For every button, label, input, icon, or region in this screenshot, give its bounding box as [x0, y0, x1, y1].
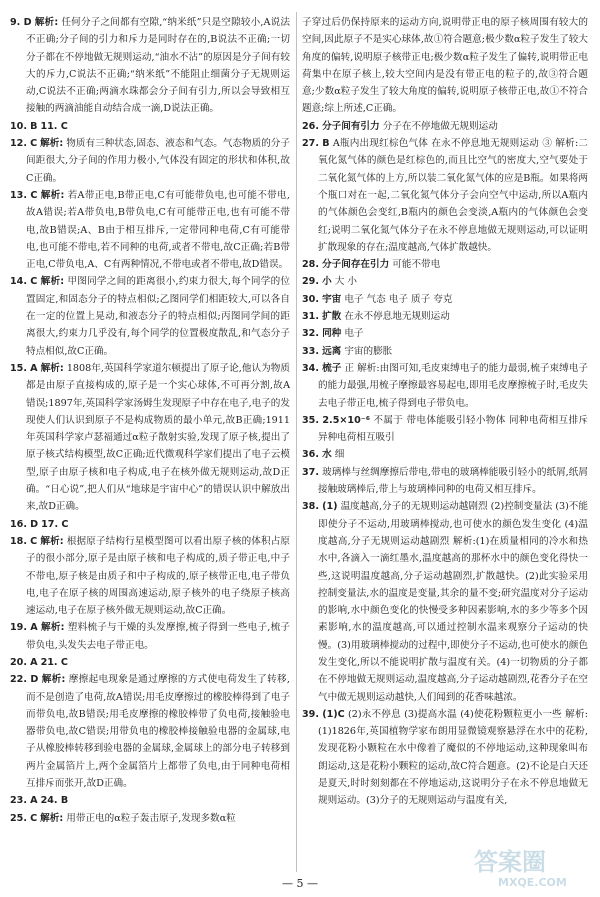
right-column [302, 14, 588, 810]
answer-ans: 远离 [322, 345, 342, 357]
answer-num: 14. [10, 276, 27, 288]
answer-entry [10, 533, 290, 619]
answer-entry [10, 810, 290, 827]
answer-text: (2)永不停息 (3)提高水温 (4)使花粉颗粒更小一些 解析:(1)1826年,英国植物学家布朗用显微镜观察悬浮在水中的花粉,发现花粉小颗粒在水中像着了魔似的不停地运动,这种现象叫布朗运动,这是花粉小颗粒的运动,故C符合题意。(2)不论是白天还是夏天,时时刻刻都在不停地运动,这说明分子在永不停息地做无规则运动。(3)分子的无规则运动与温度有关, [318, 708, 588, 807]
answer-entry [10, 619, 290, 654]
answer-text: 正 解析:由图可知,毛皮束缚电子的能力最弱,梳子束缚电子的能力最强,用梳子摩擦最容易起电,即用毛皮摩擦梳子时,毛皮失去电子带正电,梳子得到电子带负电。 [318, 362, 588, 409]
answer-text: 根据原子结构行星模型图可以看出原子核的体积占原子的很小部分,原子是由原子核和电子构成的,质子带正电,中子不带电,原子核是由质子和中子构成的,原子核带正电,电子带负电,电子在原子核的周围高速运动,原子核外的电子绕原子核高速运动,电子在原子核外做无规则运动,故C正确。 [26, 535, 290, 617]
column-divider [296, 12, 297, 872]
answer-entry [302, 360, 588, 412]
answer-num: 35. [302, 414, 319, 426]
answer-tag: 解析: [34, 17, 59, 28]
answer-text: 细 [334, 449, 345, 461]
answer-num: 36. [302, 449, 319, 461]
answer-num: 38. [302, 501, 319, 513]
answer-entry [302, 412, 588, 447]
answer-ans: A [30, 656, 38, 668]
answer-num: 39. [302, 708, 319, 720]
answer-num: 31. [302, 311, 319, 323]
answer-ans: A [30, 622, 38, 634]
answer-num: 12. [10, 138, 27, 150]
answer-tag: 解析: [40, 535, 64, 547]
answer-entry [302, 135, 588, 256]
answer-text: 摩擦起电现象是通过摩擦的方式使电荷发生了转移,而不是创造了电荷,故A错误;用毛皮摩擦过的橡胶棒得到了电子而带负电,故B错误;用毛皮摩擦的橡胶棒带了负电荷,接触验电器带负电,故C错误;用带负电的橡胶棒接触验电器的金属球,电子从橡胶棒转移到验电器的金属球,金属球上的部分电子转移到两片金属箔片上,两个金属箔片上都带了负电,由于同种电荷相互排斥而张开,故D正确。 [26, 674, 290, 790]
answer-extra: 21. C [40, 656, 68, 668]
answer-tag: 解析: [40, 138, 64, 150]
answer-text: 1808年,英国科学家道尔顿提出了原子论,他认为物质都是由原子直接构成的,原子是一个实心球体,不可再分割,故A错误;1897年,英国科学家汤姆生发现原子中存在电子,电子的发现使人们认识到原子不是构成物质的最小单元,故B正确;1911年英国科学家卢瑟福通过α粒子散射实验,发现了原子核,提出了原子核式结构模型,故C正确;近代微观科学家们提出了电子云模型,原子由原子核和电子构成,电子在核外做无规则运动,故D正确。“日心说”,把人们从“地球是宇宙中心”的错误认识中解放出来,故D正确。 [26, 362, 290, 513]
watermark-sub: MXQE.COM [498, 876, 567, 889]
answer-entry [10, 14, 290, 118]
answer-text: 塑料梳子与干燥的头发摩擦,梳子得到一些电子,梳子带负电,头发失去电子带正电。 [26, 622, 290, 651]
answer-ans: C [30, 812, 38, 824]
answer-ans: 梳子 [322, 362, 342, 374]
answer-text: 在永不停息地无规则运动 [344, 311, 450, 323]
answer-ans: D [30, 674, 39, 686]
answer-ans: 扩散 [322, 311, 342, 323]
answer-text: 玻璃棒与丝绸摩擦后带电,带电的玻璃棒能吸引轻小的纸屑,纸屑接触玻璃棒后,带上与玻璃棒同种的电荷又相互排斥。 [318, 466, 588, 496]
answer-entry [302, 706, 588, 810]
answer-num: 18. [10, 535, 27, 547]
answer-extra: 17. C [41, 518, 69, 530]
answer-tag: 解析: [40, 189, 65, 201]
answer-text: 不属于 带电体能吸引轻小物体 同种电荷相互排斥 异种电荷相互吸引 [318, 414, 588, 444]
answer-entry [302, 14, 588, 118]
answer-text: 温度越高,分子的无规则运动越剧烈 (2)控制变量法 (3)不能 即使分子不运动,用玻璃棒搅动,也可使水的颜色发生变化 (4)温度越高,分子无规则运动越剧烈 解析:(1)在质量相同的冷水和热水中,各滴入一滴红墨水,温度越高的那杯水中的颜色变化得快一些,这说明温度越高,分子运动越剧烈,扩散越快。(2)此实验采用控制变量法,水的温度是变量,其余的量不变;研究温度对分子运动的影响,水中颜色变化的快慢受多种因素影响,水的多少等多个因素影响,水的温度越高,可以通过控制水温来观察分子运动的快慢。(3)用玻璃棒搅动的过程中,即使分子不运动,也可使水的颜色发生变化,所以不能说明扩散与温度有关。(4)一切物质的分子都在不停地做无规则运动,温度越高,分子运动越剧烈,花香分子在空气中做无规则运动越快,人们闻到的花香味越浓。 [318, 501, 588, 703]
answer-entry [302, 291, 588, 308]
answer-num: 29. [302, 276, 319, 288]
answer-entry [302, 343, 588, 360]
answer-num: 13. [10, 189, 27, 201]
answer-num: 23. [10, 795, 27, 807]
answer-ans: (1) [322, 501, 338, 513]
answer-extra: 11. C [40, 120, 68, 132]
answer-num: 26. [302, 120, 319, 132]
answer-entry [302, 325, 588, 342]
answer-ans: 同种 [322, 328, 342, 340]
answer-tag: 解析: [41, 674, 66, 686]
answer-text: 任何分子之间都有空隙,“纳米纸”只是空隙较小,A说法不正确;分子间的引力和斥力是同时存在的,B说法不正确;一切分子都在不停地做无规则运动,“油水不沾”的原因是分子间有较大的斥力,C说法不正确;“纳米纸”不能阻止细菌分子无规则运动,C说法不正确;两滴水珠都会分子间有引力,所以会导致相互接触的两滴油能自动结合成一滴,D说法正确。 [26, 17, 290, 115]
answer-ans: B [322, 138, 330, 150]
answer-ans: 小 [322, 276, 332, 288]
answer-text: 若A带正电,B带正电,C有可能带负电,也可能不带电,故A错误;若A带负电,B带负电,C有可能带正电,也有可能不带电,故B错误;A、B由于相互排斥,一定带同种电荷,C有可能带电,也可能不带电,若不同种的电荷,或者不带电,故C正确;若B带正电,C带负电,A、C有两种情况,不带电或者不带电,故D错误。 [26, 189, 290, 271]
answer-entry [302, 446, 588, 463]
watermark-logo [470, 840, 592, 890]
answer-num: 33. [302, 345, 319, 357]
watermark-text: 答案圈 [474, 848, 546, 876]
answer-ans: 分子间存在引力 [322, 259, 390, 271]
answer-num: 34. [302, 362, 319, 374]
answer-ans: A [30, 795, 38, 807]
answer-num: 22. [10, 674, 27, 686]
answer-text: 子穿过后仍保持原来的运动方向,说明带正电的原子核周围有较大的空间,因此原子不是实心球体,故①符合题意;极少数α粒子发生了较大角度的偏转,说明原子核带正电;极少数α粒子发生了偏转,说明带正电荷集中在原子核上,较大空间内是没有带正电的粒子的,故③符合题意;少数α粒子发生了较大角度的偏转,说明原子核带正电,故①不符合题意;综上所述,C正确。 [302, 17, 588, 115]
answer-tag: 解析: [40, 812, 64, 824]
answer-ans: D [30, 518, 39, 530]
answer-num: 32. [302, 328, 319, 340]
answer-ans: C [30, 138, 38, 150]
answer-entry [302, 273, 588, 290]
answer-text: 宇宙的膨胀 [344, 345, 393, 357]
answer-text: 电子 气态 电子 质子 夸克 [344, 293, 453, 305]
answer-ans: C [30, 535, 38, 547]
answer-num: 28. [302, 259, 319, 271]
answer-entry [302, 308, 588, 325]
answer-text: A瓶内出现红棕色气体 在永不停息地无规则运动 ③ 解析:二氧化氮气体的颜色是红棕色的,而且比空气的密度大,空气要处于二氧化氮气体的上方,所以装二氧化氮气体的应是B瓶。如果将两个瓶口对在一起,二氧化氮气体分子会向空气中运动,所以A瓶内的气体颜色会变红,B瓶内的颜色会变淡,A瓶内的气体颜色会变红;说明二氧化氮气体分子在永不停息地做无规则运动,可以证明扩散现象的存在;温度越高,气体扩散越快。 [318, 138, 588, 253]
answer-text: 物质有三种状态,固态、液态和气态。气态物质的分子间距很大,分子间的作用力极小,气体没有固定的形状和体积,故C正确。 [26, 138, 290, 184]
answer-entry [302, 464, 588, 499]
answer-tag: 解析: [41, 622, 65, 634]
answer-extra: 24. B [40, 795, 69, 807]
answer-num: 30. [302, 293, 319, 305]
answer-entry [10, 516, 290, 533]
answer-entry [10, 792, 290, 809]
answer-entry [10, 654, 290, 671]
answer-num: 19. [10, 622, 27, 634]
answer-entry [10, 360, 290, 516]
answer-tag: 解析: [40, 276, 65, 288]
answer-text: 大 小 [334, 276, 357, 288]
answer-num: 27. [302, 138, 319, 150]
answer-entry [302, 498, 588, 706]
answer-ans: A [30, 362, 38, 374]
answer-entry [302, 256, 588, 273]
answer-ans: B [30, 120, 38, 132]
answer-num: 20. [10, 656, 27, 668]
left-column [10, 14, 290, 827]
answer-num: 9. [10, 17, 21, 28]
answer-ans: 2.5×10⁻⁶ [322, 414, 371, 426]
answer-entry [10, 671, 290, 792]
answer-entry [10, 135, 290, 187]
answer-entry [10, 187, 290, 273]
page-number: — 5 — [282, 877, 318, 890]
answer-num: 10. [10, 120, 27, 132]
answer-text: 用带正电的α粒子轰击原子,发现多数α粒 [66, 812, 236, 824]
answer-ans: D [23, 17, 32, 28]
answer-tag: 解析: [40, 362, 64, 374]
answer-entry [10, 118, 290, 135]
answer-num: 37. [302, 466, 319, 478]
answer-ans: 分子间有引力 [322, 120, 380, 132]
answer-ans: 水 [322, 449, 332, 461]
answer-ans: 宇宙 [322, 293, 342, 305]
answer-text: 电子 [344, 328, 364, 340]
answer-text: 可能不带电 [392, 259, 441, 271]
answer-ans: C [30, 276, 38, 288]
answer-text: 甲图同学之间的距离很小,约束力很大,每个同学的位置固定,和固态分子的特点相似;乙图同学们相距较大,可以各自在一定的位置上晃动,和液态分子的特点相似;丙图同学间的距离很大,约束力几乎没有,每个同学的位置极度散乱,和气态分子特点相似,故C正确。 [26, 276, 290, 357]
answer-num: 25. [10, 812, 27, 824]
answer-ans: C [30, 189, 38, 201]
answer-text: 分子在不停地做无规则运动 [382, 120, 498, 132]
answer-ans: (1)C [322, 708, 345, 720]
answer-entry [302, 118, 588, 135]
answer-num: 16. [10, 518, 27, 530]
answer-num: 15. [10, 362, 27, 374]
answer-entry [10, 273, 290, 359]
